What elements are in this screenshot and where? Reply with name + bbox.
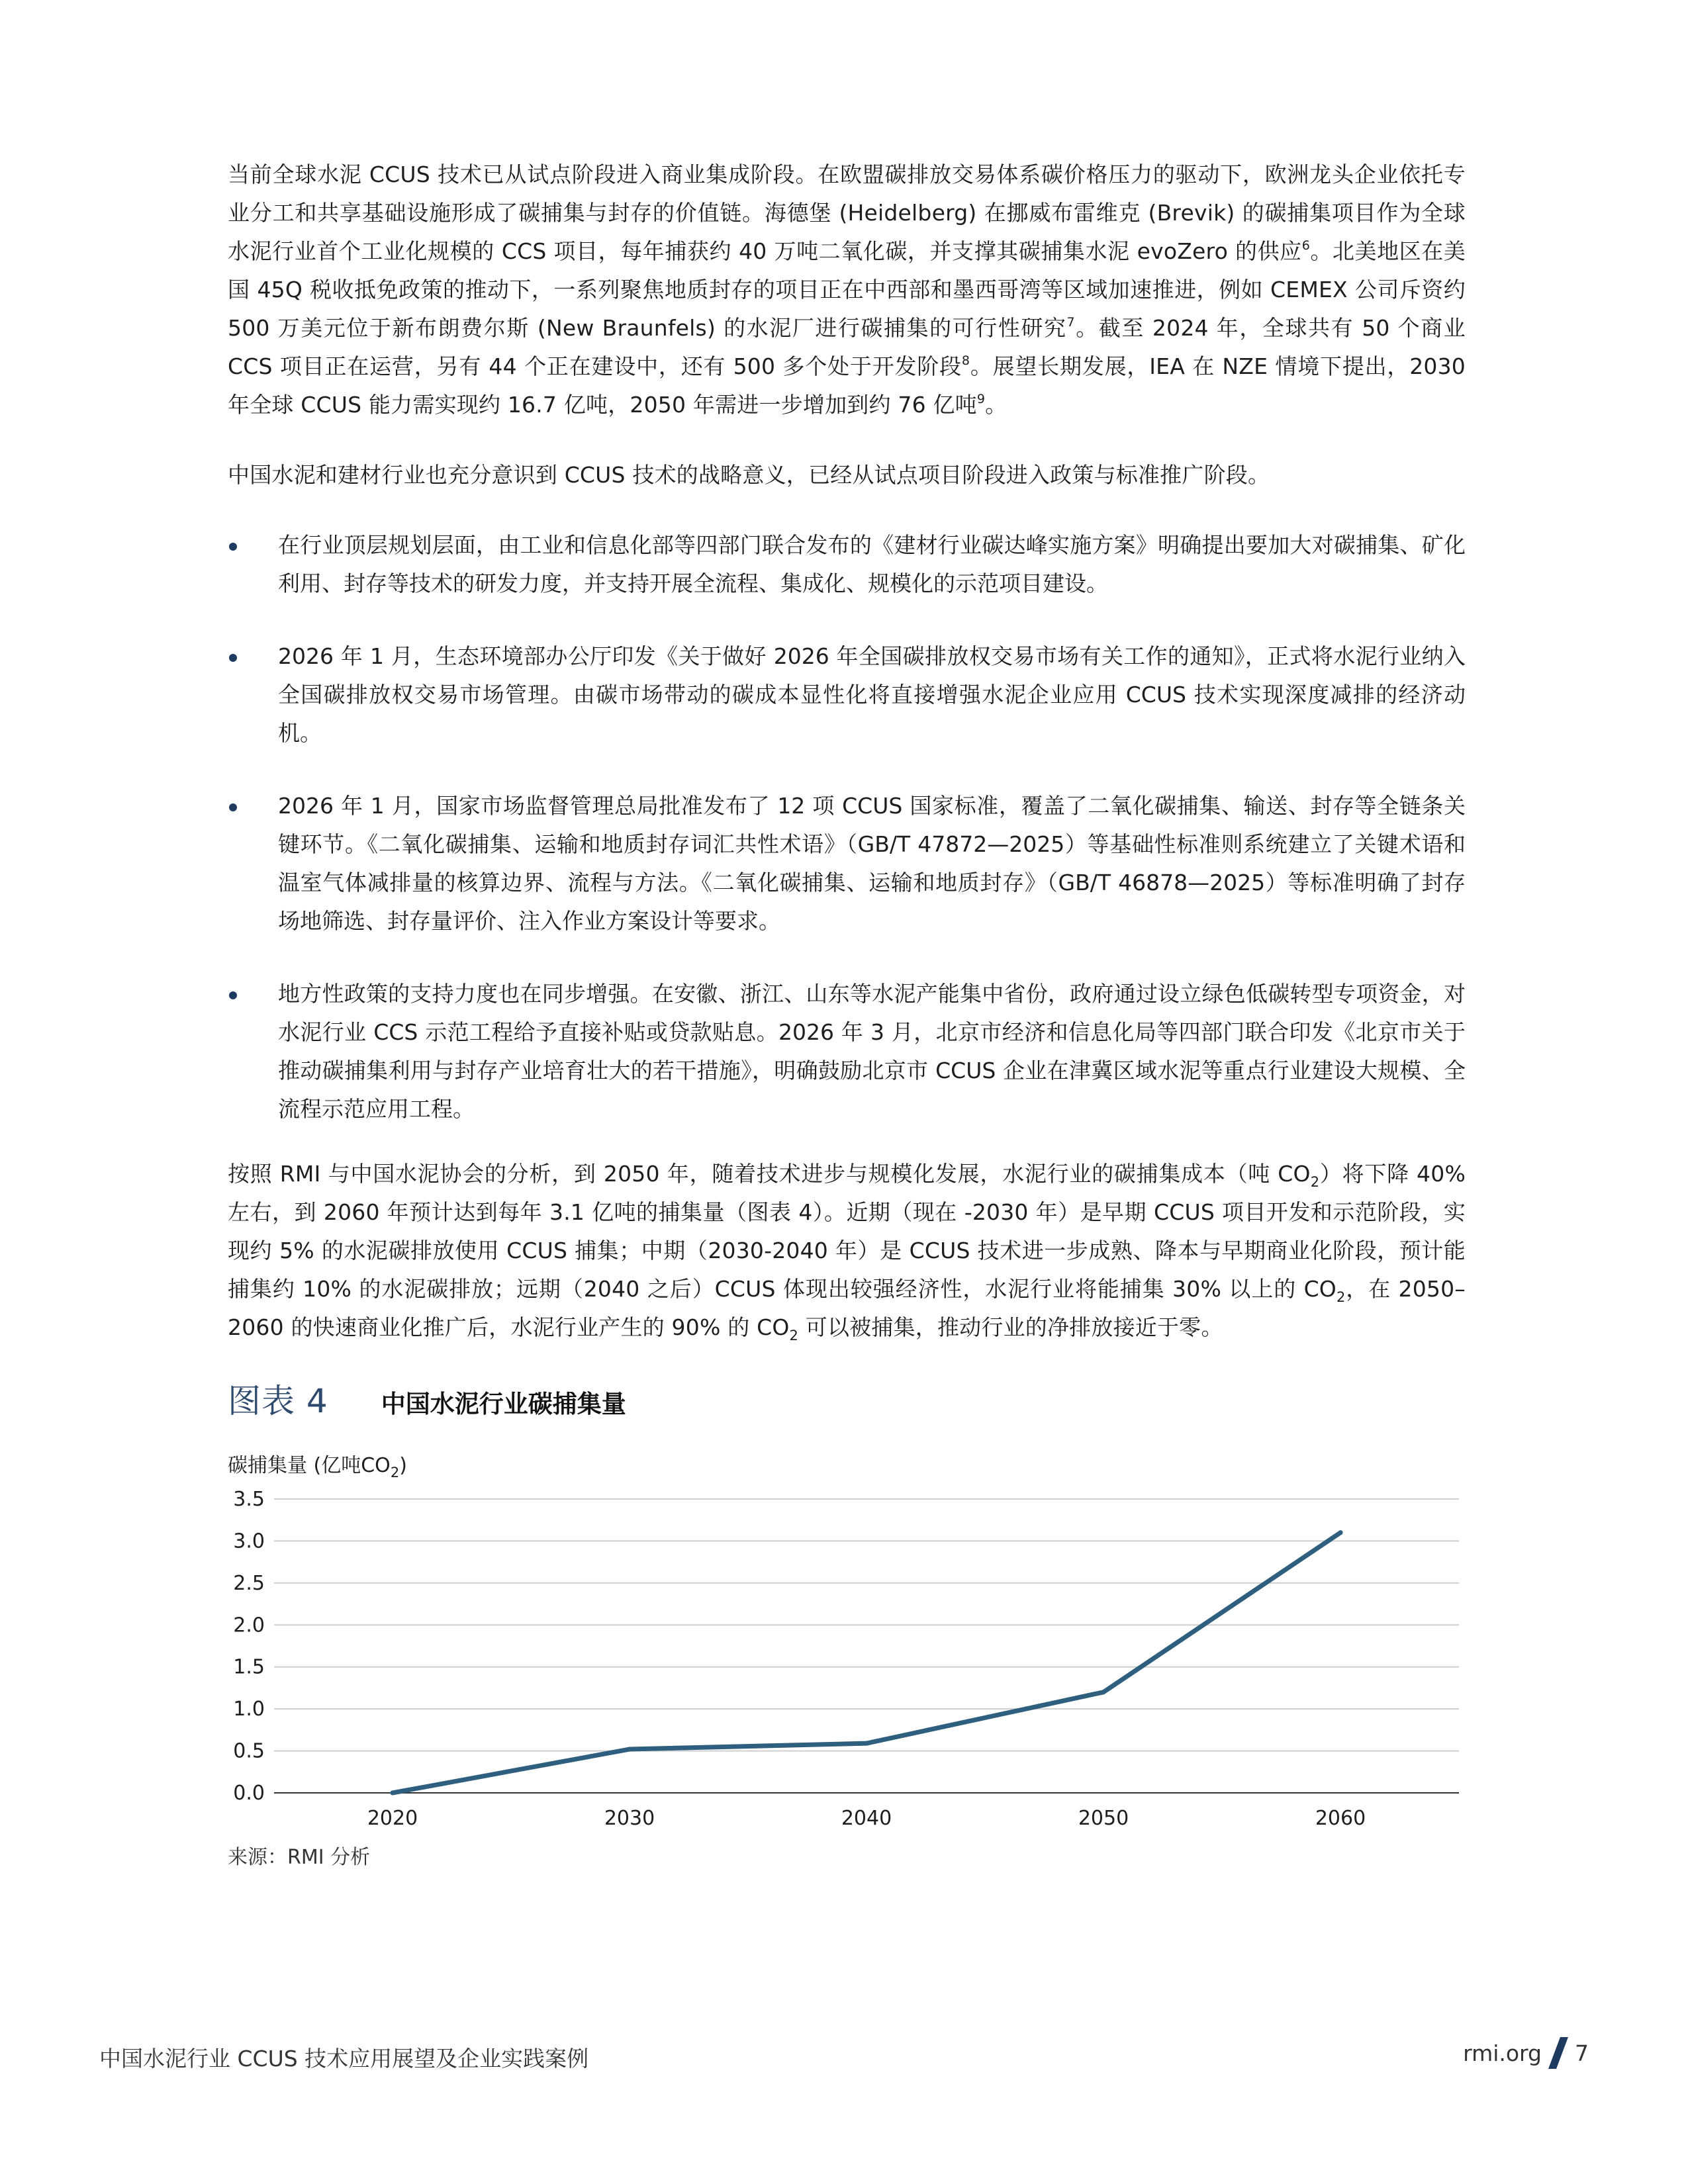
list-item [228,975,1466,1128]
list-item [228,637,1466,752]
slash-icon [1548,2037,1568,2069]
bullet-icon [229,991,237,999]
subscript: 2 [1310,1174,1320,1190]
footnote-ref[interactable]: 6 [1301,238,1311,253]
bullet-text: 2026 年 1 月，国家市场监督管理总局批准发布了 12 项 CCUS 国家标准，覆盖了二氧化碳捕集、输送、封存等全链条关键环节。《二氧化碳捕集、运输和地质封存词汇共性术语》（GB/T 47872—2025）等基础性标准则系统建立了关键术语和温室气体减排量的核算边界、流程与方法。《二氧化碳捕集、运输和地质封存》（GB/T 46878—2025）等标准明确了封存场地筛选、封存量评价、注入作业方案设计等要求。 [278,793,1466,934]
data-point [1338,1530,1343,1535]
y-unit-text: 碳捕集量 (亿吨CO [228,1454,391,1477]
data-point [1102,1690,1106,1694]
y-tick-label: 2.5 [233,1571,265,1595]
bullet-icon [229,543,237,551]
footer-doc-title: 中国水泥行业 CCUS 技术应用展望及企业实践案例 [99,2046,589,2071]
paragraph-text: 。展望长期发展，IEA 在 NZE 情境下提出，2030 年全球 CCUS 能力需实现约 16.7 亿吨，2050 年需进一步增加到约 76 亿吨 [228,353,1466,418]
policy-bullet-list [228,526,1466,1128]
paragraph-text: 。北美地区在美国 45Q 税收抵免政策的推动下，一系列聚焦地质封存的项目正在中西部和墨西哥湾等区域加速推进，例如 CEMEX 公司斥资约 500 万美元位于新布朗费尔斯 (New Braunfels) 的水泥厂进行碳捕集的可行性研究 [228,238,1466,341]
figure-header [228,1375,1466,1422]
y-tick-label: 2.0 [233,1614,265,1637]
chart-svg [228,1480,1466,1831]
y-tick-label: 1.0 [233,1698,265,1721]
bullet-icon [229,654,237,662]
data-point [391,1791,395,1796]
x-tick-label: 2020 [367,1807,418,1830]
data-point [865,1741,869,1746]
paragraph-china-policy: 中国水泥和建材行业也充分意识到 CCUS 技术的战略意义，已经从试点项目阶段进入政策与标准推广阶段。 [228,462,1270,488]
footnote-ref[interactable]: 9 [976,392,986,406]
data-point [628,1747,632,1752]
x-tick-label: 2060 [1315,1807,1366,1830]
footnote-ref[interactable]: 7 [1066,315,1075,330]
main-content [228,156,1466,1870]
paragraph-text: 。 [985,392,1008,418]
paragraph-text: 按照 RMI 与中国水泥协会的分析，到 2050 年，随着技术进步与规模化发展，水泥行业的碳捕集成本（吨 CO [228,1161,1311,1187]
list-item [228,787,1466,940]
bullet-text: 2026 年 1 月，生态环境部办公厅印发《关于做好 2026 年全国碳排放权交易市场有关工作的通知》，正式将水泥行业纳入全国碳排放权交易市场管理。由碳市场带动的碳成本显性化将直接增强水泥企业应用 CCUS 技术实现深度减排的经济动机。 [278,643,1466,746]
x-tick-label: 2040 [841,1807,892,1830]
footer-right [1463,2037,1589,2069]
paragraph-text: 。截至 2024 年，全球共有 50 个商业 CCS 项目正在运营，另有 44 个正在建设中，还有 500 多个处于开发阶段 [228,315,1466,379]
figure-title: 中国水泥行业碳捕集量 [381,1390,626,1418]
site-link[interactable]: rmi.org [1463,2040,1542,2066]
bullet-text: 在行业顶层规划层面，由工业和信息化部等四部门联合发布的《建材行业碳达峰实施方案》明确提出要加大对碳捕集、矿化利用、封存等技术的研发力度，并支持开展全流程、集成化、规模化的示范项目建设。 [278,532,1466,596]
bullet-text: 地方性政策的支持力度也在同步增强。在安徽、浙江、山东等水泥产能集中省份，政府通过设立绿色低碳转型专项资金，对水泥行业 CCS 示范工程给予直接补贴或贷款贴息。2026 年 3 月，北京市经济和信息化局等四部门联合印发《北京市关于推动碳捕集利用与封存产业培育壮大的若干措施》，明确鼓励北京市 CCUS 企业在津冀区域水泥等重点行业建设大规模、全流程示范应用工程。 [278,981,1466,1122]
subscript: 2 [1336,1289,1346,1305]
bullet-icon [229,803,237,811]
paragraph-text: ）将下降 40% 左右，到 2060 年预计达到每年 3.1 亿吨的捕集量（图表 4）。近期（现在 -2030 年）是早期 CCUS 项目开发和示范阶段，实现约 5% 的水泥碳排放使用 CCUS 捕集；中期（2030-2040 年）是 CCUS 技术进一步成熟、降本与早期商业化阶段，预计能捕集约 10% 的水泥碳排放；远期（2040 之后）CCUS 体现出较强经济性，水泥行业将能捕集 30% 以上的 CO [228,1161,1466,1302]
line-chart [228,1480,1466,1831]
y-axis-unit [228,1449,1466,1478]
y-tick-label: 3.5 [233,1488,265,1511]
paragraph-text: 可以被捕集，推动行业的净排放接近于零。 [798,1314,1223,1340]
footnote-ref[interactable]: 8 [961,353,970,368]
paragraph-rmi-analysis [228,1155,1466,1347]
figure-number: 图表 4 [228,1382,328,1420]
y-tick-label: 3.0 [233,1529,265,1553]
y-unit-text: ) [399,1454,407,1477]
page-number: 7 [1575,2040,1589,2066]
x-tick-label: 2030 [604,1807,655,1830]
subscript: 2 [789,1328,799,1343]
y-tick-label: 0.5 [233,1739,265,1763]
series-line [393,1533,1340,1793]
x-tick-label: 2050 [1078,1807,1129,1830]
subscript: 2 [390,1465,400,1480]
y-tick-label: 0.0 [233,1782,265,1805]
paragraph-global-ccus [228,156,1466,424]
list-item [228,526,1466,603]
paragraph-text: ，在 2050–2060 的快速商业化推广后，水泥行业产生的 90% 的 CO [228,1276,1466,1340]
y-tick-label: 1.5 [233,1655,265,1679]
figure-source: 来源：RMI 分析 [228,1846,371,1869]
paragraph-text: 当前全球水泥 CCUS 技术已从试点阶段进入商业集成阶段。在欧盟碳排放交易体系碳价格压力的驱动下，欧洲龙头企业依托专业分工和共享基础设施形成了碳捕集与封存的价值链。海德堡 (Heidelberg) 在挪威布雷维克 (Brevik) 的碳捕集项目作为全球水泥行业首个工业化规模的 CCS 项目，每年捕获约 40 万吨二氧化碳，并支撑其碳捕集水泥 evoZero 的供应 [228,161,1466,264]
